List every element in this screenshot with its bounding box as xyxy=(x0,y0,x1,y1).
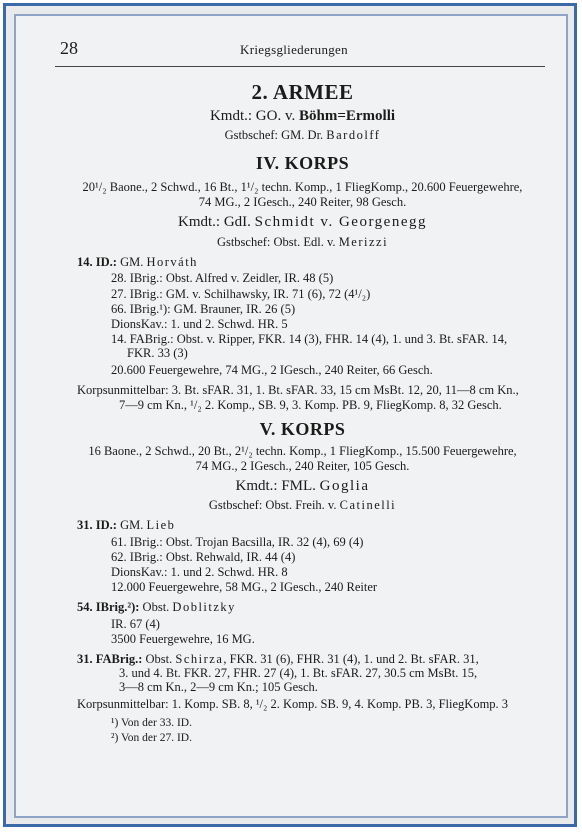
korps5-chief-prefix: Gstbschef: Obst. Freih. v. xyxy=(208,498,337,512)
korps5-chief xyxy=(60,498,545,513)
korps4-title: IV. KORPS xyxy=(255,153,350,173)
korps4-line: 14. FABrig.: Obst. v. Ripper, FKR. 14 (3), FHR. 14 (4), 1. und 3. Bt. sFAR. 14, xyxy=(111,332,508,346)
korps4-chief xyxy=(60,235,545,250)
brig54-line: IR. 67 (4) xyxy=(111,617,160,631)
korps4-line: FKR. 33 (3) xyxy=(127,346,188,360)
korps4-line: 27. IBrig.: GM. v. Schilhawsky, IR. 71 (6), 72 (4¹/₂) xyxy=(111,287,371,301)
page-number: 28 xyxy=(60,38,78,58)
armee-commander-prefix: Kmdt.: GO. v. xyxy=(209,108,296,124)
korps4-commander-name: Schmidt v. Georgenegg xyxy=(254,214,427,230)
korps4-line: 20.600 Feuergewehre, 74 MG., 2 IGesch., 240 Reiter, 66 Gesch. xyxy=(111,363,433,377)
armee-chief-name: Bardolff xyxy=(326,128,381,142)
div31-line: DionsKav.: 1. und 2. Schwd. HR. 8 xyxy=(111,565,288,579)
korps4-chief-prefix: Gstbschef: Obst. Edl. v. xyxy=(216,235,336,249)
korps5-strength-1: 16 Baone., 2 Schwd., 20 Bt., 2¹/₂ techn. Komp., 1 FliegKomp., 15.500 Feuergewehre, xyxy=(88,444,517,458)
korps4-strength-1: 20¹/₂ Baone., 2 Schwd., 16 Bt., 1¹/₂ techn. Komp., 1 FliegKomp., 20.600 Feuergewehre, xyxy=(82,180,523,194)
footnote-2: ²) Von der 27. ID. xyxy=(111,732,192,744)
brig54-commander-prefix: Obst. xyxy=(142,600,170,614)
armee-chief xyxy=(60,128,545,143)
korps5-commander-prefix: Kmdt.: FML. xyxy=(235,478,316,494)
korps4-unmittelbar-2: 7—9 cm Kn., ¹/₂ 2. Komp., SB. 9, 3. Komp. PB. 9, FliegKomp. 8, 32 Gesch. xyxy=(119,398,502,412)
korps5-chief-name: Catinelli xyxy=(339,498,397,512)
division-label: 14. ID.: xyxy=(77,255,117,269)
armee-commander-name: Böhm=Ermolli xyxy=(298,108,396,124)
korps4-line: 66. IBrig.¹): GM. Brauner, IR. 26 (5) xyxy=(111,302,296,316)
fabrig31-line-3: 3—8 cm Kn., 2—9 cm Kn.; 105 Gesch. xyxy=(119,680,318,694)
korps4-division-header xyxy=(77,255,198,270)
division-commander-name: Horváth xyxy=(146,255,198,269)
division-commander-prefix: GM. xyxy=(120,255,144,269)
armee-title: 2. ARMEE xyxy=(251,80,354,104)
korps5-unmittelbar: Korpsunmittelbar: 1. Komp. SB. 8, ¹/₂ 2. Komp. SB. 9, 4. Komp. PB. 3, FliegKomp. 3 xyxy=(77,697,509,711)
fabrig31-commander-name: Schirza xyxy=(175,652,224,666)
fabrig31-commander-prefix: Obst. xyxy=(145,652,173,666)
div31-line: 62. IBrig.: Obst. Rehwald, IR. 44 (4) xyxy=(111,550,296,564)
korps4-chief-name: Merizzi xyxy=(338,235,389,249)
brig54-line: 3500 Feuergewehre, 16 MG. xyxy=(111,632,255,646)
running-title: Kriegsgliederungen xyxy=(240,42,348,57)
div31-commander-name: Lieb xyxy=(146,518,176,532)
div31-line: 61. IBrig.: Obst. Trojan Bacsilla, IR. 32 (4), 69 (4) xyxy=(111,535,364,549)
footnote-1: ¹) Von der 33. ID. xyxy=(111,717,192,729)
korps5-commander-name: Goglia xyxy=(319,478,370,494)
brig54-header xyxy=(77,600,236,615)
armee-chief-prefix: Gstbschef: GM. Dr. xyxy=(224,128,324,142)
korps5-strength-2: 74 MG., 2 IGesch., 240 Reiter, 105 Gesch. xyxy=(195,459,410,473)
div31-label: 31. ID.: xyxy=(77,518,117,532)
korps4-commander-prefix: Kmdt.: GdI. xyxy=(178,214,251,230)
div31-commander-prefix: GM. xyxy=(120,518,144,532)
korps4-line: DionsKav.: 1. und 2. Schwd. HR. 5 xyxy=(111,317,288,331)
korps4-line: 28. IBrig.: Obst. Alfred v. Zeidler, IR. 48 (5) xyxy=(111,271,334,285)
div31-line: 12.000 Feuergewehre, 58 MG., 2 IGesch., 240 Reiter xyxy=(111,580,378,594)
fabrig31-line-1 xyxy=(77,652,479,667)
brig54-label: 54. IBrig.²): xyxy=(77,600,140,614)
korps5-commander xyxy=(60,478,545,495)
korps4-strength-2: 74 MG., 2 IGesch., 240 Reiter, 98 Gesch. xyxy=(198,195,407,209)
korps4-unmittelbar-1: Korpsunmittelbar: 3. Bt. sFAR. 31, 1. Bt. sFAR. 33, 15 cm MsBt. 12, 20, 11—8 cm Kn., xyxy=(77,383,519,397)
korps5-title: V. KORPS xyxy=(259,419,346,439)
korps4-commander xyxy=(60,214,545,231)
fabrig31-line-1-rest: , FKR. 31 (6), FHR. 31 (4), 1. und 2. Bt. sFAR. 31, xyxy=(223,652,479,666)
fabrig31-line-2: 3. und 4. Bt. FKR. 27, FHR. 27 (4), 1. Bt. sFAR. 27, 30.5 cm MsBt. 15, xyxy=(119,666,478,680)
header-rule xyxy=(55,66,545,67)
brig54-commander-name: Doblitzky xyxy=(172,600,236,614)
div31-header xyxy=(77,518,175,533)
fabrig31-label: 31. FABrig.: xyxy=(77,652,143,666)
armee-commander xyxy=(60,108,545,125)
